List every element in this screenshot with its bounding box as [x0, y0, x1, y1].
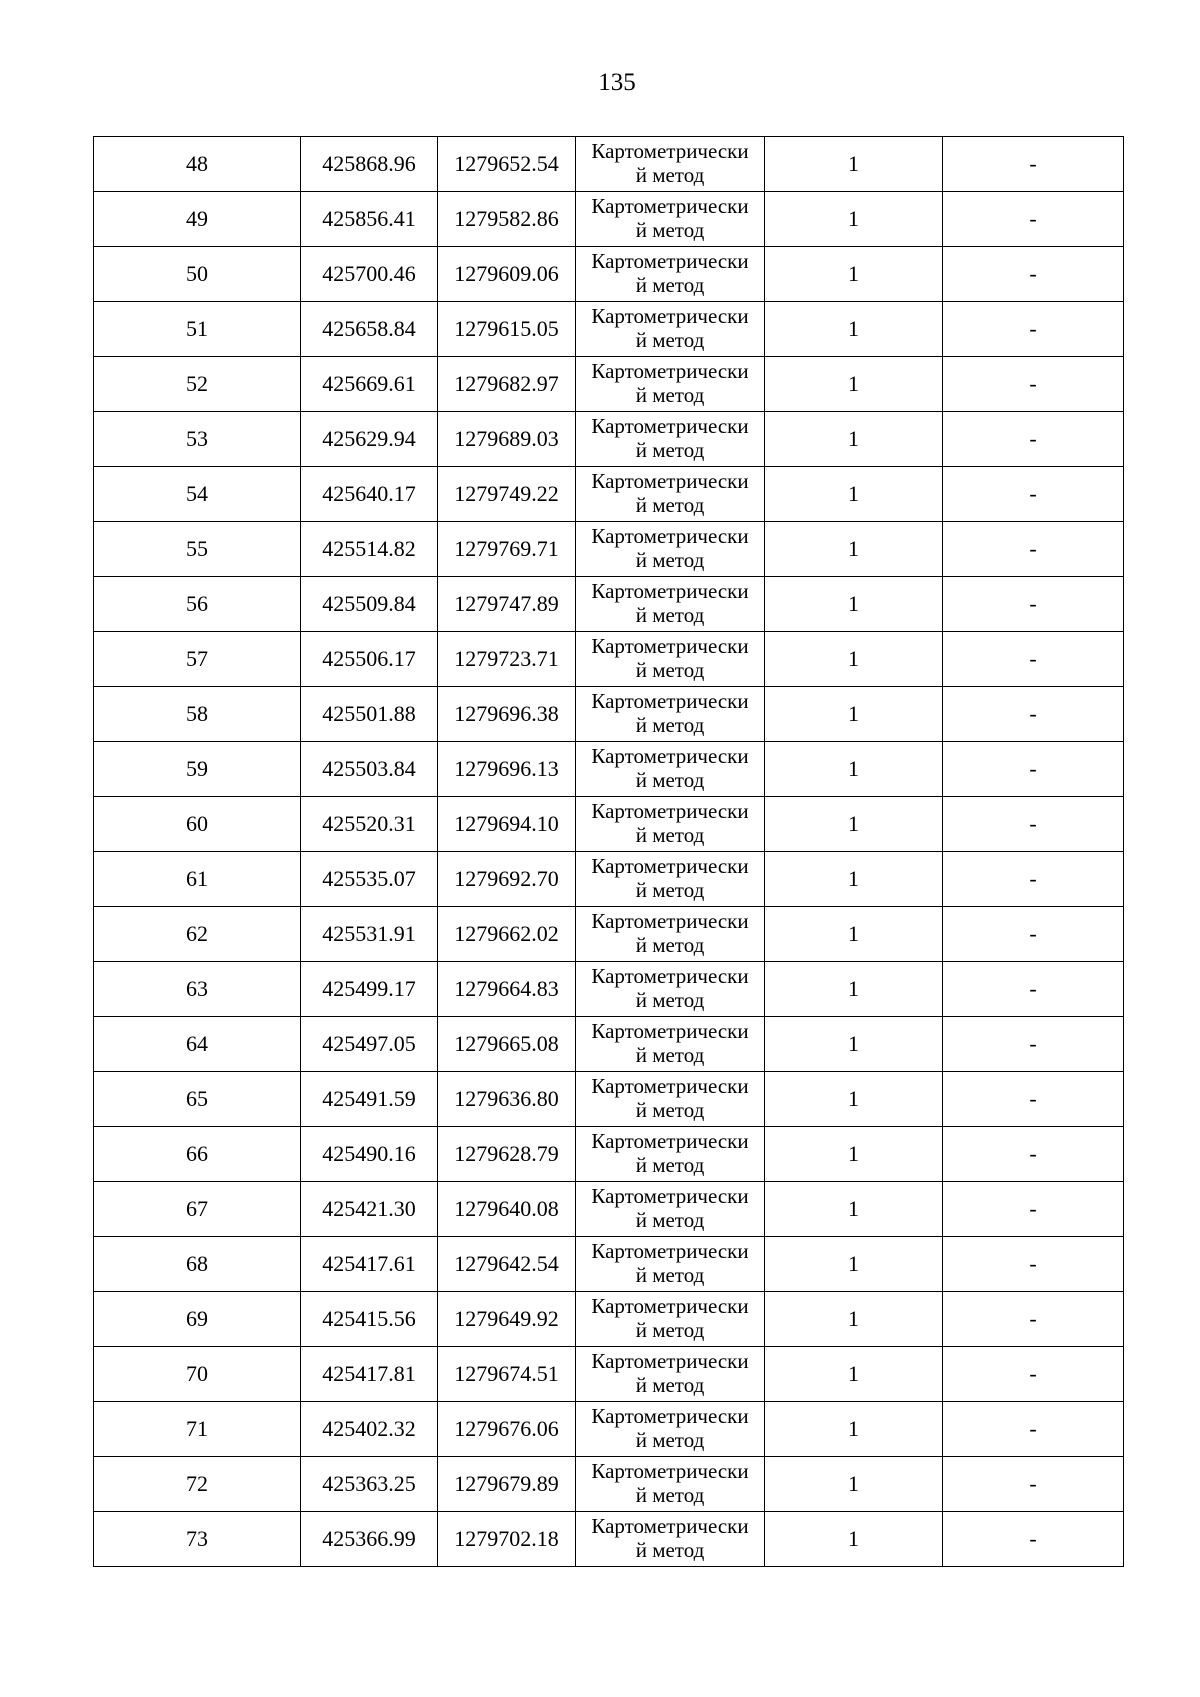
- point-number-cell: 60: [94, 797, 301, 852]
- point-number-cell: 66: [94, 1127, 301, 1182]
- method-text-line-1: Картометрически: [591, 359, 749, 383]
- method-cell: [576, 852, 765, 907]
- y-coordinate-cell: 1279679.89: [438, 1457, 576, 1512]
- y-coordinate-cell: 1279649.92: [438, 1292, 576, 1347]
- method-text-line-2: й метод: [635, 218, 705, 242]
- y-coordinate-cell: 1279689.03: [438, 412, 576, 467]
- x-coordinate-cell: 425509.84: [301, 577, 438, 632]
- y-coordinate-cell: 1279664.83: [438, 962, 576, 1017]
- method-text-line-2: й метод: [635, 603, 705, 627]
- method-text-line-1: Картометрически: [591, 579, 749, 603]
- table-row: [94, 467, 1124, 522]
- method-cell: [576, 412, 765, 467]
- table-row: [94, 797, 1124, 852]
- method-cell: [576, 577, 765, 632]
- table-row: [94, 412, 1124, 467]
- method-text-line-2: й метод: [635, 1373, 705, 1397]
- method-text-line-1: Картометрически: [591, 689, 749, 713]
- method-text-line-1: Картометрически: [591, 634, 749, 658]
- accuracy-cell: 1: [765, 632, 943, 687]
- accuracy-cell: 1: [765, 247, 943, 302]
- table-row: [94, 1182, 1124, 1237]
- accuracy-cell: 1: [765, 192, 943, 247]
- accuracy-cell: 1: [765, 852, 943, 907]
- x-coordinate-cell: 425491.59: [301, 1072, 438, 1127]
- point-number-cell: 56: [94, 577, 301, 632]
- method-cell: [576, 907, 765, 962]
- method-text-line-2: й метод: [635, 1263, 705, 1287]
- accuracy-cell: 1: [765, 742, 943, 797]
- method-text-line-2: й метод: [635, 548, 705, 572]
- point-number-cell: 69: [94, 1292, 301, 1347]
- x-coordinate-cell: 425658.84: [301, 302, 438, 357]
- method-text-line-2: й метод: [635, 1043, 705, 1067]
- method-text-line-1: Картометрически: [591, 1459, 749, 1483]
- accuracy-cell: 1: [765, 302, 943, 357]
- method-text-line-2: й метод: [635, 1483, 705, 1507]
- table-row: [94, 357, 1124, 412]
- table-row: [94, 1457, 1124, 1512]
- point-number-cell: 72: [94, 1457, 301, 1512]
- accuracy-cell: 1: [765, 412, 943, 467]
- x-coordinate-cell: 425499.17: [301, 962, 438, 1017]
- method-text-line-2: й метод: [635, 273, 705, 297]
- y-coordinate-cell: 1279694.10: [438, 797, 576, 852]
- method-text-line-1: Картометрически: [591, 909, 749, 933]
- point-number-cell: 68: [94, 1237, 301, 1292]
- method-text-line-1: Картометрически: [591, 414, 749, 438]
- x-coordinate-cell: 425514.82: [301, 522, 438, 577]
- method-cell: [576, 1402, 765, 1457]
- point-number-cell: 63: [94, 962, 301, 1017]
- note-cell: -: [943, 467, 1124, 522]
- method-cell: [576, 1182, 765, 1237]
- table-row: [94, 1402, 1124, 1457]
- note-cell: -: [943, 577, 1124, 632]
- coordinates-table-body: [94, 137, 1124, 1567]
- point-number-cell: 51: [94, 302, 301, 357]
- note-cell: -: [943, 907, 1124, 962]
- point-number-cell: 55: [94, 522, 301, 577]
- method-text-line-1: Картометрически: [591, 304, 749, 328]
- method-text-line-2: й метод: [635, 383, 705, 407]
- method-cell: [576, 357, 765, 412]
- accuracy-cell: 1: [765, 907, 943, 962]
- point-number-cell: 57: [94, 632, 301, 687]
- method-text-line-2: й метод: [635, 933, 705, 957]
- accuracy-cell: 1: [765, 1347, 943, 1402]
- point-number-cell: 61: [94, 852, 301, 907]
- note-cell: -: [943, 412, 1124, 467]
- x-coordinate-cell: 425363.25: [301, 1457, 438, 1512]
- point-number-cell: 73: [94, 1512, 301, 1567]
- method-text-line-2: й метод: [635, 878, 705, 902]
- method-cell: [576, 467, 765, 522]
- point-number-cell: 70: [94, 1347, 301, 1402]
- y-coordinate-cell: 1279640.08: [438, 1182, 576, 1237]
- y-coordinate-cell: 1279662.02: [438, 907, 576, 962]
- x-coordinate-cell: 425506.17: [301, 632, 438, 687]
- point-number-cell: 49: [94, 192, 301, 247]
- method-text-line-2: й метод: [635, 988, 705, 1012]
- x-coordinate-cell: 425531.91: [301, 907, 438, 962]
- method-cell: [576, 1512, 765, 1567]
- note-cell: -: [943, 1182, 1124, 1237]
- method-text-line-2: й метод: [635, 823, 705, 847]
- note-cell: -: [943, 357, 1124, 412]
- table-row: [94, 1127, 1124, 1182]
- table-row: [94, 192, 1124, 247]
- accuracy-cell: 1: [765, 1512, 943, 1567]
- x-coordinate-cell: 425856.41: [301, 192, 438, 247]
- note-cell: -: [943, 1072, 1124, 1127]
- x-coordinate-cell: 425700.46: [301, 247, 438, 302]
- note-cell: -: [943, 302, 1124, 357]
- note-cell: -: [943, 1402, 1124, 1457]
- table-row: [94, 137, 1124, 192]
- accuracy-cell: 1: [765, 687, 943, 742]
- method-cell: [576, 1237, 765, 1292]
- method-cell: [576, 247, 765, 302]
- point-number-cell: 65: [94, 1072, 301, 1127]
- table-row: [94, 632, 1124, 687]
- method-text-line-2: й метод: [635, 1538, 705, 1562]
- table-row: [94, 687, 1124, 742]
- coordinates-table: [93, 136, 1124, 1567]
- table-row: [94, 302, 1124, 357]
- table-row: [94, 247, 1124, 302]
- point-number-cell: 67: [94, 1182, 301, 1237]
- accuracy-cell: 1: [765, 577, 943, 632]
- x-coordinate-cell: 425417.81: [301, 1347, 438, 1402]
- y-coordinate-cell: 1279674.51: [438, 1347, 576, 1402]
- point-number-cell: 58: [94, 687, 301, 742]
- y-coordinate-cell: 1279723.71: [438, 632, 576, 687]
- method-text-line-2: й метод: [635, 713, 705, 737]
- table-row: [94, 742, 1124, 797]
- note-cell: -: [943, 1512, 1124, 1567]
- y-coordinate-cell: 1279702.18: [438, 1512, 576, 1567]
- y-coordinate-cell: 1279682.97: [438, 357, 576, 412]
- y-coordinate-cell: 1279665.08: [438, 1017, 576, 1072]
- accuracy-cell: 1: [765, 962, 943, 1017]
- method-text-line-1: Картометрически: [591, 1404, 749, 1428]
- method-cell: [576, 1127, 765, 1182]
- y-coordinate-cell: 1279636.80: [438, 1072, 576, 1127]
- note-cell: -: [943, 1127, 1124, 1182]
- method-text-line-2: й метод: [635, 493, 705, 517]
- point-number-cell: 48: [94, 137, 301, 192]
- method-text-line-1: Картометрически: [591, 1514, 749, 1538]
- table-row: [94, 1017, 1124, 1072]
- note-cell: -: [943, 962, 1124, 1017]
- y-coordinate-cell: 1279676.06: [438, 1402, 576, 1457]
- x-coordinate-cell: 425868.96: [301, 137, 438, 192]
- method-text-line-2: й метод: [635, 658, 705, 682]
- table-row: [94, 962, 1124, 1017]
- x-coordinate-cell: 425535.07: [301, 852, 438, 907]
- table-row: [94, 1347, 1124, 1402]
- method-cell: [576, 192, 765, 247]
- note-cell: -: [943, 1457, 1124, 1512]
- x-coordinate-cell: 425640.17: [301, 467, 438, 522]
- accuracy-cell: 1: [765, 1402, 943, 1457]
- table-row: [94, 852, 1124, 907]
- method-text-line-1: Картометрически: [591, 194, 749, 218]
- note-cell: -: [943, 137, 1124, 192]
- note-cell: -: [943, 1347, 1124, 1402]
- x-coordinate-cell: 425629.94: [301, 412, 438, 467]
- y-coordinate-cell: 1279582.86: [438, 192, 576, 247]
- method-text-line-1: Картометрически: [591, 1074, 749, 1098]
- accuracy-cell: 1: [765, 1017, 943, 1072]
- note-cell: -: [943, 247, 1124, 302]
- table-row: [94, 522, 1124, 577]
- method-cell: [576, 1457, 765, 1512]
- y-coordinate-cell: 1279749.22: [438, 467, 576, 522]
- x-coordinate-cell: 425669.61: [301, 357, 438, 412]
- note-cell: -: [943, 192, 1124, 247]
- method-text-line-2: й метод: [635, 438, 705, 462]
- y-coordinate-cell: 1279642.54: [438, 1237, 576, 1292]
- method-text-line-1: Картометрически: [591, 744, 749, 768]
- point-number-cell: 52: [94, 357, 301, 412]
- x-coordinate-cell: 425366.99: [301, 1512, 438, 1567]
- method-text-line-1: Картометрически: [591, 1129, 749, 1153]
- table-row: [94, 1072, 1124, 1127]
- method-text-line-2: й метод: [635, 768, 705, 792]
- method-text-line-1: Картометрически: [591, 1294, 749, 1318]
- method-cell: [576, 137, 765, 192]
- page-number: 135: [598, 69, 636, 96]
- method-text-line-2: й метод: [635, 1153, 705, 1177]
- note-cell: -: [943, 742, 1124, 797]
- method-cell: [576, 522, 765, 577]
- method-cell: [576, 1017, 765, 1072]
- accuracy-cell: 1: [765, 1457, 943, 1512]
- method-text-line-1: Картометрически: [591, 1239, 749, 1263]
- method-text-line-2: й метод: [635, 1098, 705, 1122]
- y-coordinate-cell: 1279692.70: [438, 852, 576, 907]
- note-cell: -: [943, 797, 1124, 852]
- method-text-line-1: Картометрически: [591, 249, 749, 273]
- y-coordinate-cell: 1279628.79: [438, 1127, 576, 1182]
- point-number-cell: 64: [94, 1017, 301, 1072]
- note-cell: -: [943, 632, 1124, 687]
- table-row: [94, 1237, 1124, 1292]
- method-text-line-1: Картометрически: [591, 469, 749, 493]
- table-row: [94, 907, 1124, 962]
- note-cell: -: [943, 522, 1124, 577]
- y-coordinate-cell: 1279615.05: [438, 302, 576, 357]
- table-row: [94, 1512, 1124, 1567]
- x-coordinate-cell: 425501.88: [301, 687, 438, 742]
- note-cell: -: [943, 687, 1124, 742]
- note-cell: -: [943, 1292, 1124, 1347]
- x-coordinate-cell: 425490.16: [301, 1127, 438, 1182]
- point-number-cell: 59: [94, 742, 301, 797]
- y-coordinate-cell: 1279769.71: [438, 522, 576, 577]
- method-cell: [576, 632, 765, 687]
- accuracy-cell: 1: [765, 137, 943, 192]
- point-number-cell: 71: [94, 1402, 301, 1457]
- accuracy-cell: 1: [765, 1237, 943, 1292]
- point-number-cell: 50: [94, 247, 301, 302]
- method-text-line-1: Картометрически: [591, 1184, 749, 1208]
- table-row: [94, 577, 1124, 632]
- accuracy-cell: 1: [765, 357, 943, 412]
- accuracy-cell: 1: [765, 1292, 943, 1347]
- method-cell: [576, 302, 765, 357]
- accuracy-cell: 1: [765, 467, 943, 522]
- x-coordinate-cell: 425402.32: [301, 1402, 438, 1457]
- method-text-line-2: й метод: [635, 1428, 705, 1452]
- note-cell: -: [943, 1237, 1124, 1292]
- accuracy-cell: 1: [765, 797, 943, 852]
- method-text-line-1: Картометрически: [591, 799, 749, 823]
- method-text-line-1: Картометрически: [591, 854, 749, 878]
- method-text-line-1: Картометрически: [591, 139, 749, 163]
- y-coordinate-cell: 1279696.13: [438, 742, 576, 797]
- table-row: [94, 1292, 1124, 1347]
- method-text-line-2: й метод: [635, 1318, 705, 1342]
- method-text-line-1: Картометрически: [591, 964, 749, 988]
- x-coordinate-cell: 425415.56: [301, 1292, 438, 1347]
- y-coordinate-cell: 1279696.38: [438, 687, 576, 742]
- method-cell: [576, 1072, 765, 1127]
- method-text-line-2: й метод: [635, 163, 705, 187]
- x-coordinate-cell: 425520.31: [301, 797, 438, 852]
- method-text-line-1: Картометрически: [591, 524, 749, 548]
- accuracy-cell: 1: [765, 1072, 943, 1127]
- method-cell: [576, 962, 765, 1017]
- method-text-line-1: Картометрически: [591, 1019, 749, 1043]
- accuracy-cell: 1: [765, 1182, 943, 1237]
- accuracy-cell: 1: [765, 522, 943, 577]
- method-cell: [576, 797, 765, 852]
- y-coordinate-cell: 1279609.06: [438, 247, 576, 302]
- y-coordinate-cell: 1279652.54: [438, 137, 576, 192]
- point-number-cell: 62: [94, 907, 301, 962]
- y-coordinate-cell: 1279747.89: [438, 577, 576, 632]
- note-cell: -: [943, 1017, 1124, 1072]
- method-cell: [576, 687, 765, 742]
- method-cell: [576, 1347, 765, 1402]
- x-coordinate-cell: 425497.05: [301, 1017, 438, 1072]
- point-number-cell: 53: [94, 412, 301, 467]
- x-coordinate-cell: 425417.61: [301, 1237, 438, 1292]
- method-cell: [576, 742, 765, 797]
- x-coordinate-cell: 425503.84: [301, 742, 438, 797]
- x-coordinate-cell: 425421.30: [301, 1182, 438, 1237]
- method-text-line-2: й метод: [635, 1208, 705, 1232]
- note-cell: -: [943, 852, 1124, 907]
- point-number-cell: 54: [94, 467, 301, 522]
- method-text-line-1: Картометрически: [591, 1349, 749, 1373]
- accuracy-cell: 1: [765, 1127, 943, 1182]
- method-cell: [576, 1292, 765, 1347]
- method-text-line-2: й метод: [635, 328, 705, 352]
